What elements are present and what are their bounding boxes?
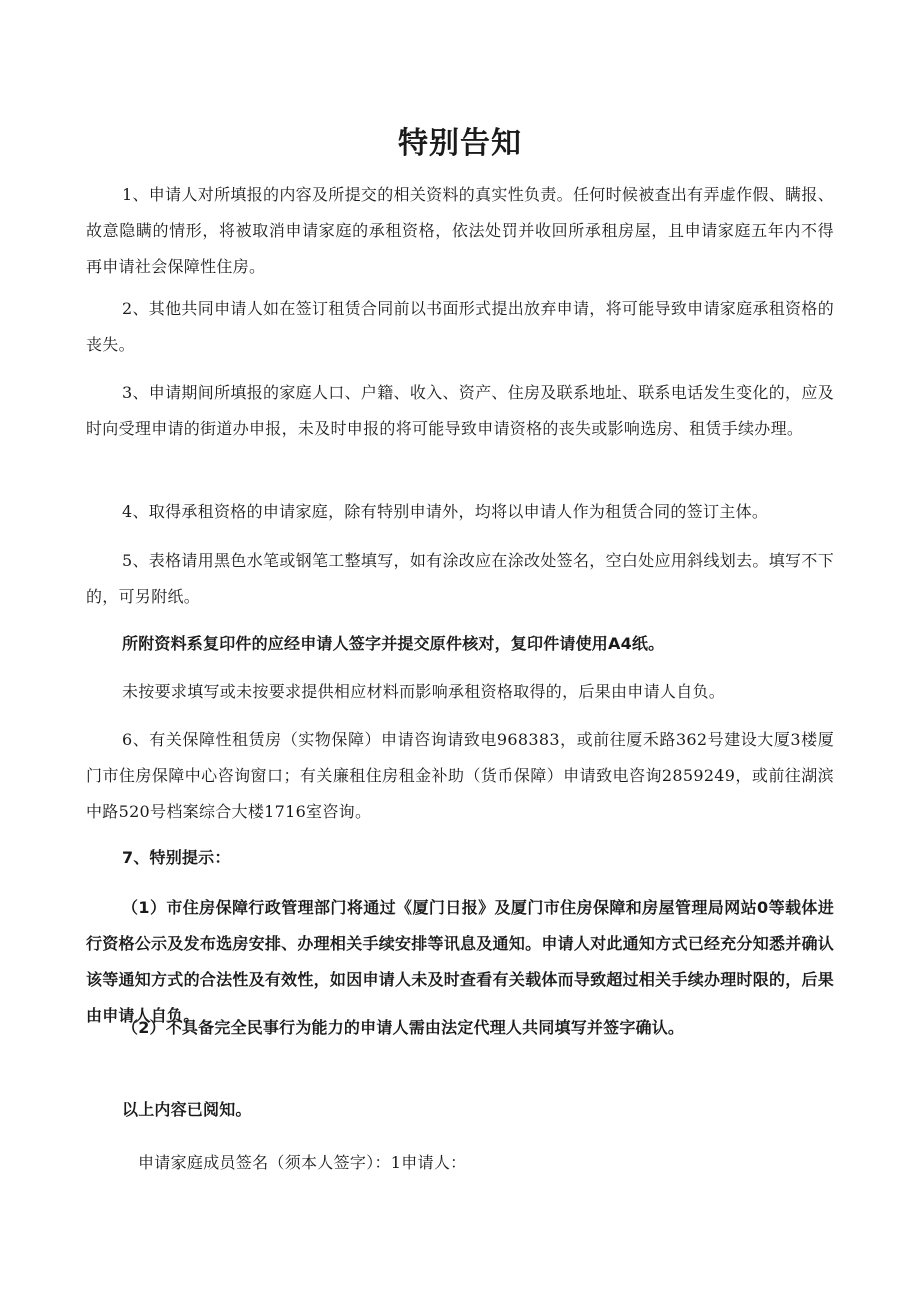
page-title: 特别告知 bbox=[398, 126, 522, 161]
copy-requirement-note: 所附资料系复印件的应经申请人签字并提交原件核对，复印件请使用A4纸。 bbox=[122, 634, 665, 653]
notice-item-7-sub-1: （1）市住房保障行政管理部门将通过《厦门日报》及厦门市住房保障和房屋管理局网站0等载体进行资格公示及发布选房安排、办理相关手续安排等讯息及通知。申请人对此通知方式已经充分知悉并确认该等通知方式的合法性及有效性，如因申请人未及时查看有关载体而导致超过相关手续办理时限的，后果由申请人自负。 bbox=[86, 898, 834, 1025]
notice-item-3: 3、申请期间所填报的家庭人口、户籍、收入、资产、住房及联系地址、联系电话发生变化的，应及时向受理申请的街道办申报，未及时申报的将可能导致申请资格的丧失或影响选房、租赁手续办理。 bbox=[86, 383, 834, 438]
notice-item-4: 4、取得承租资格的申请家庭，除有特别申请外，均将以申请人作为租赁合同的签订主体。 bbox=[122, 502, 769, 521]
notice-item-7-heading: 7、特别提示： bbox=[122, 848, 231, 867]
consequence-note: 未按要求填写或未按要求提供相应材料而影响承租资格取得的，后果由申请人自负。 bbox=[122, 682, 726, 701]
notice-item-6: 6、有关保障性租赁房（实物保障）申请咨询请致电968383，或前往厦禾路362号建设大厦3楼厦门市住房保障中心咨询窗口；有关廉租住房租金补助（货币保障）申请致电咨询2859249，或前往湖滨中路520号档案综合大楼1716室咨询。 bbox=[86, 730, 834, 821]
signature-line: 申请家庭成员签名（须本人签字）：1申请人： bbox=[138, 1153, 467, 1172]
notice-item-1: 1、申请人对所填报的内容及所提交的相关资料的真实性负责。任何时候被查出有弄虚作假、瞒报、故意隐瞒的情形，将被取消申请家庭的承租资格，依法处罚并收回所承租房屋，且申请家庭五年内不得再申请社会保障性住房。 bbox=[86, 185, 834, 276]
notice-item-7-sub-2: （2）不具备完全民事行为能力的申请人需由法定代理人共同填写并签字确认。 bbox=[122, 1018, 685, 1037]
notice-item-5: 5、表格请用黑色水笔或钢笔工整填写，如有涂改应在涂改处签名，空白处应用斜线划去。填写不下的，可另附纸。 bbox=[86, 551, 834, 606]
notice-item-2: 2、其他共同申请人如在签订租赁合同前以书面形式提出放弃申请，将可能导致申请家庭承租资格的丧失。 bbox=[86, 299, 834, 354]
acknowledgement-text: 以上内容已阅知。 bbox=[122, 1100, 252, 1119]
